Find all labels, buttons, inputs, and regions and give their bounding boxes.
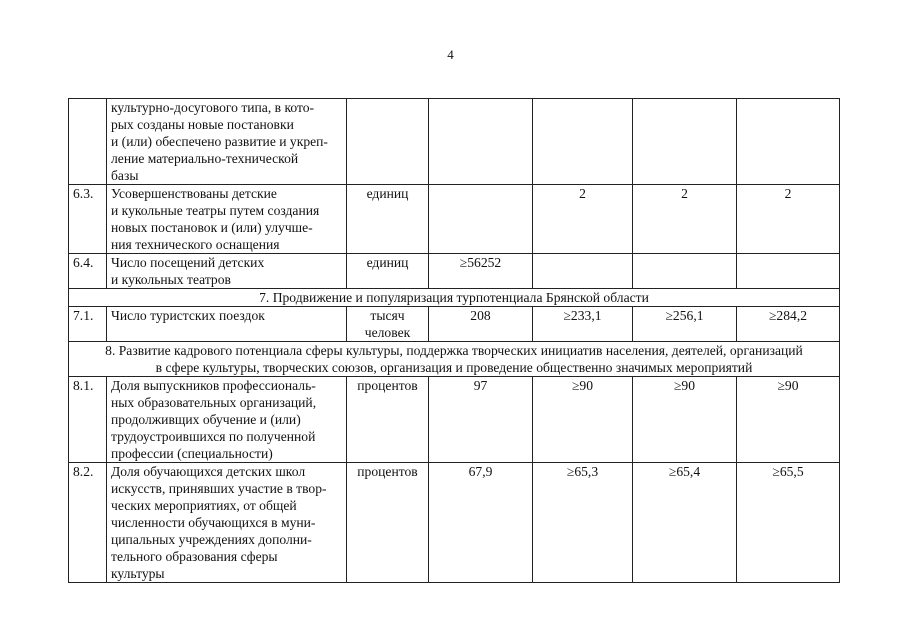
section-title [69, 342, 840, 377]
row-number [69, 99, 107, 185]
row-number: 6.3. [69, 185, 107, 254]
value-cell: 67,9 [429, 463, 533, 583]
value-cell [533, 254, 633, 289]
value-cell: ≥56252 [429, 254, 533, 289]
page-number: 4 [447, 47, 454, 62]
value-cell: ≥256,1 [633, 307, 737, 342]
value-cell: 2 [633, 185, 737, 254]
indicator-name-line: Усовершенствованы детские [111, 186, 277, 201]
indicator-name-line: ния технического оснащения [111, 237, 280, 252]
unit-line: единиц [366, 186, 409, 201]
indicator-name-line: численности обучающихся в муни- [111, 515, 316, 530]
value-cell [429, 99, 533, 185]
unit-cell [347, 463, 429, 583]
value-cell [737, 99, 840, 185]
table-row [69, 307, 840, 342]
indicator-name-line: Число посещений детских [111, 255, 265, 270]
table-row [69, 99, 840, 185]
indicator-name [107, 185, 347, 254]
unit-cell [347, 377, 429, 463]
unit-cell [347, 254, 429, 289]
table-body [69, 99, 840, 583]
value-cell: ≥90 [737, 377, 840, 463]
indicator-name [107, 377, 347, 463]
table-row [69, 377, 840, 463]
indicator-name-line: тельного образования сферы [111, 549, 278, 564]
indicator-name-line: Доля выпускников профессиональ- [111, 378, 316, 393]
section-title [69, 289, 840, 307]
section-row [69, 342, 840, 377]
indicator-name-line: ческих мероприятиях, от общей [111, 498, 297, 513]
value-cell: 97 [429, 377, 533, 463]
unit-cell [347, 185, 429, 254]
indicators-table [68, 98, 840, 583]
value-cell [633, 99, 737, 185]
unit-line: тысяч [370, 308, 405, 323]
value-cell: ≥65,3 [533, 463, 633, 583]
value-cell [429, 185, 533, 254]
value-cell: 2 [737, 185, 840, 254]
indicator-name-line: ление материально-технической [111, 151, 299, 166]
indicator-name-line: культуры [111, 566, 165, 581]
unit-line: человек [364, 325, 411, 340]
value-cell: 208 [429, 307, 533, 342]
indicator-name-line: и кукольных театров [111, 272, 231, 287]
indicator-name-line: базы [111, 168, 139, 183]
indicator-name-line: Доля обучающихся детских школ [111, 464, 306, 479]
table-row [69, 185, 840, 254]
row-number: 8.1. [69, 377, 107, 463]
indicator-name-line: и (или) обеспечено развитие и укреп- [111, 134, 328, 149]
unit-line: процентов [357, 464, 418, 479]
section-title-line: 7. Продвижение и популяризация турпотенциала Брянской области [259, 290, 649, 305]
indicator-name-line: продолживщих обучение и (или) [111, 412, 301, 427]
row-number: 6.4. [69, 254, 107, 289]
value-cell: ≥65,5 [737, 463, 840, 583]
value-cell [633, 254, 737, 289]
indicator-name-line: и кукольные театры путем создания [111, 203, 320, 218]
indicator-name-line: трудоустроившихся по полученной [111, 429, 316, 444]
unit-line: единиц [366, 255, 409, 270]
value-cell: ≥90 [633, 377, 737, 463]
value-cell [533, 99, 633, 185]
table-row [69, 254, 840, 289]
indicator-name [107, 307, 347, 342]
value-cell: ≥90 [533, 377, 633, 463]
value-cell: ≥65,4 [633, 463, 737, 583]
section-row [69, 289, 840, 307]
indicator-name-line: рых созданы новые постановки [111, 117, 294, 132]
indicator-name [107, 463, 347, 583]
value-cell: ≥233,1 [533, 307, 633, 342]
unit-cell [347, 99, 429, 185]
value-cell: ≥284,2 [737, 307, 840, 342]
unit-cell [347, 307, 429, 342]
row-number: 7.1. [69, 307, 107, 342]
indicator-name [107, 99, 347, 185]
section-title-line: 8. Развитие кадрового потенциала сферы культуры, поддержка творческих инициатив населения, деятелей, организаций [105, 343, 803, 358]
indicator-name-line: профессии (специальности) [111, 446, 273, 461]
section-title-line: в сфере культуры, творческих союзов, организация и проведение общественно значимых мероприятий [155, 360, 753, 375]
value-cell [737, 254, 840, 289]
indicator-name [107, 254, 347, 289]
indicator-name-line: искусств, принявших участие в твор- [111, 481, 327, 496]
indicator-name-line: новых постановок и (или) улучше- [111, 220, 313, 235]
indicator-name-line: Число туристских поездок [111, 308, 265, 323]
row-number: 8.2. [69, 463, 107, 583]
value-cell: 2 [533, 185, 633, 254]
unit-line: процентов [357, 378, 418, 393]
indicator-name-line: ных образовательных организаций, [111, 395, 317, 410]
indicator-name-line: культурно-досугового типа, в кото- [111, 100, 315, 115]
table-row [69, 463, 840, 583]
indicator-name-line: ципальных учреждениях дополни- [111, 532, 312, 547]
